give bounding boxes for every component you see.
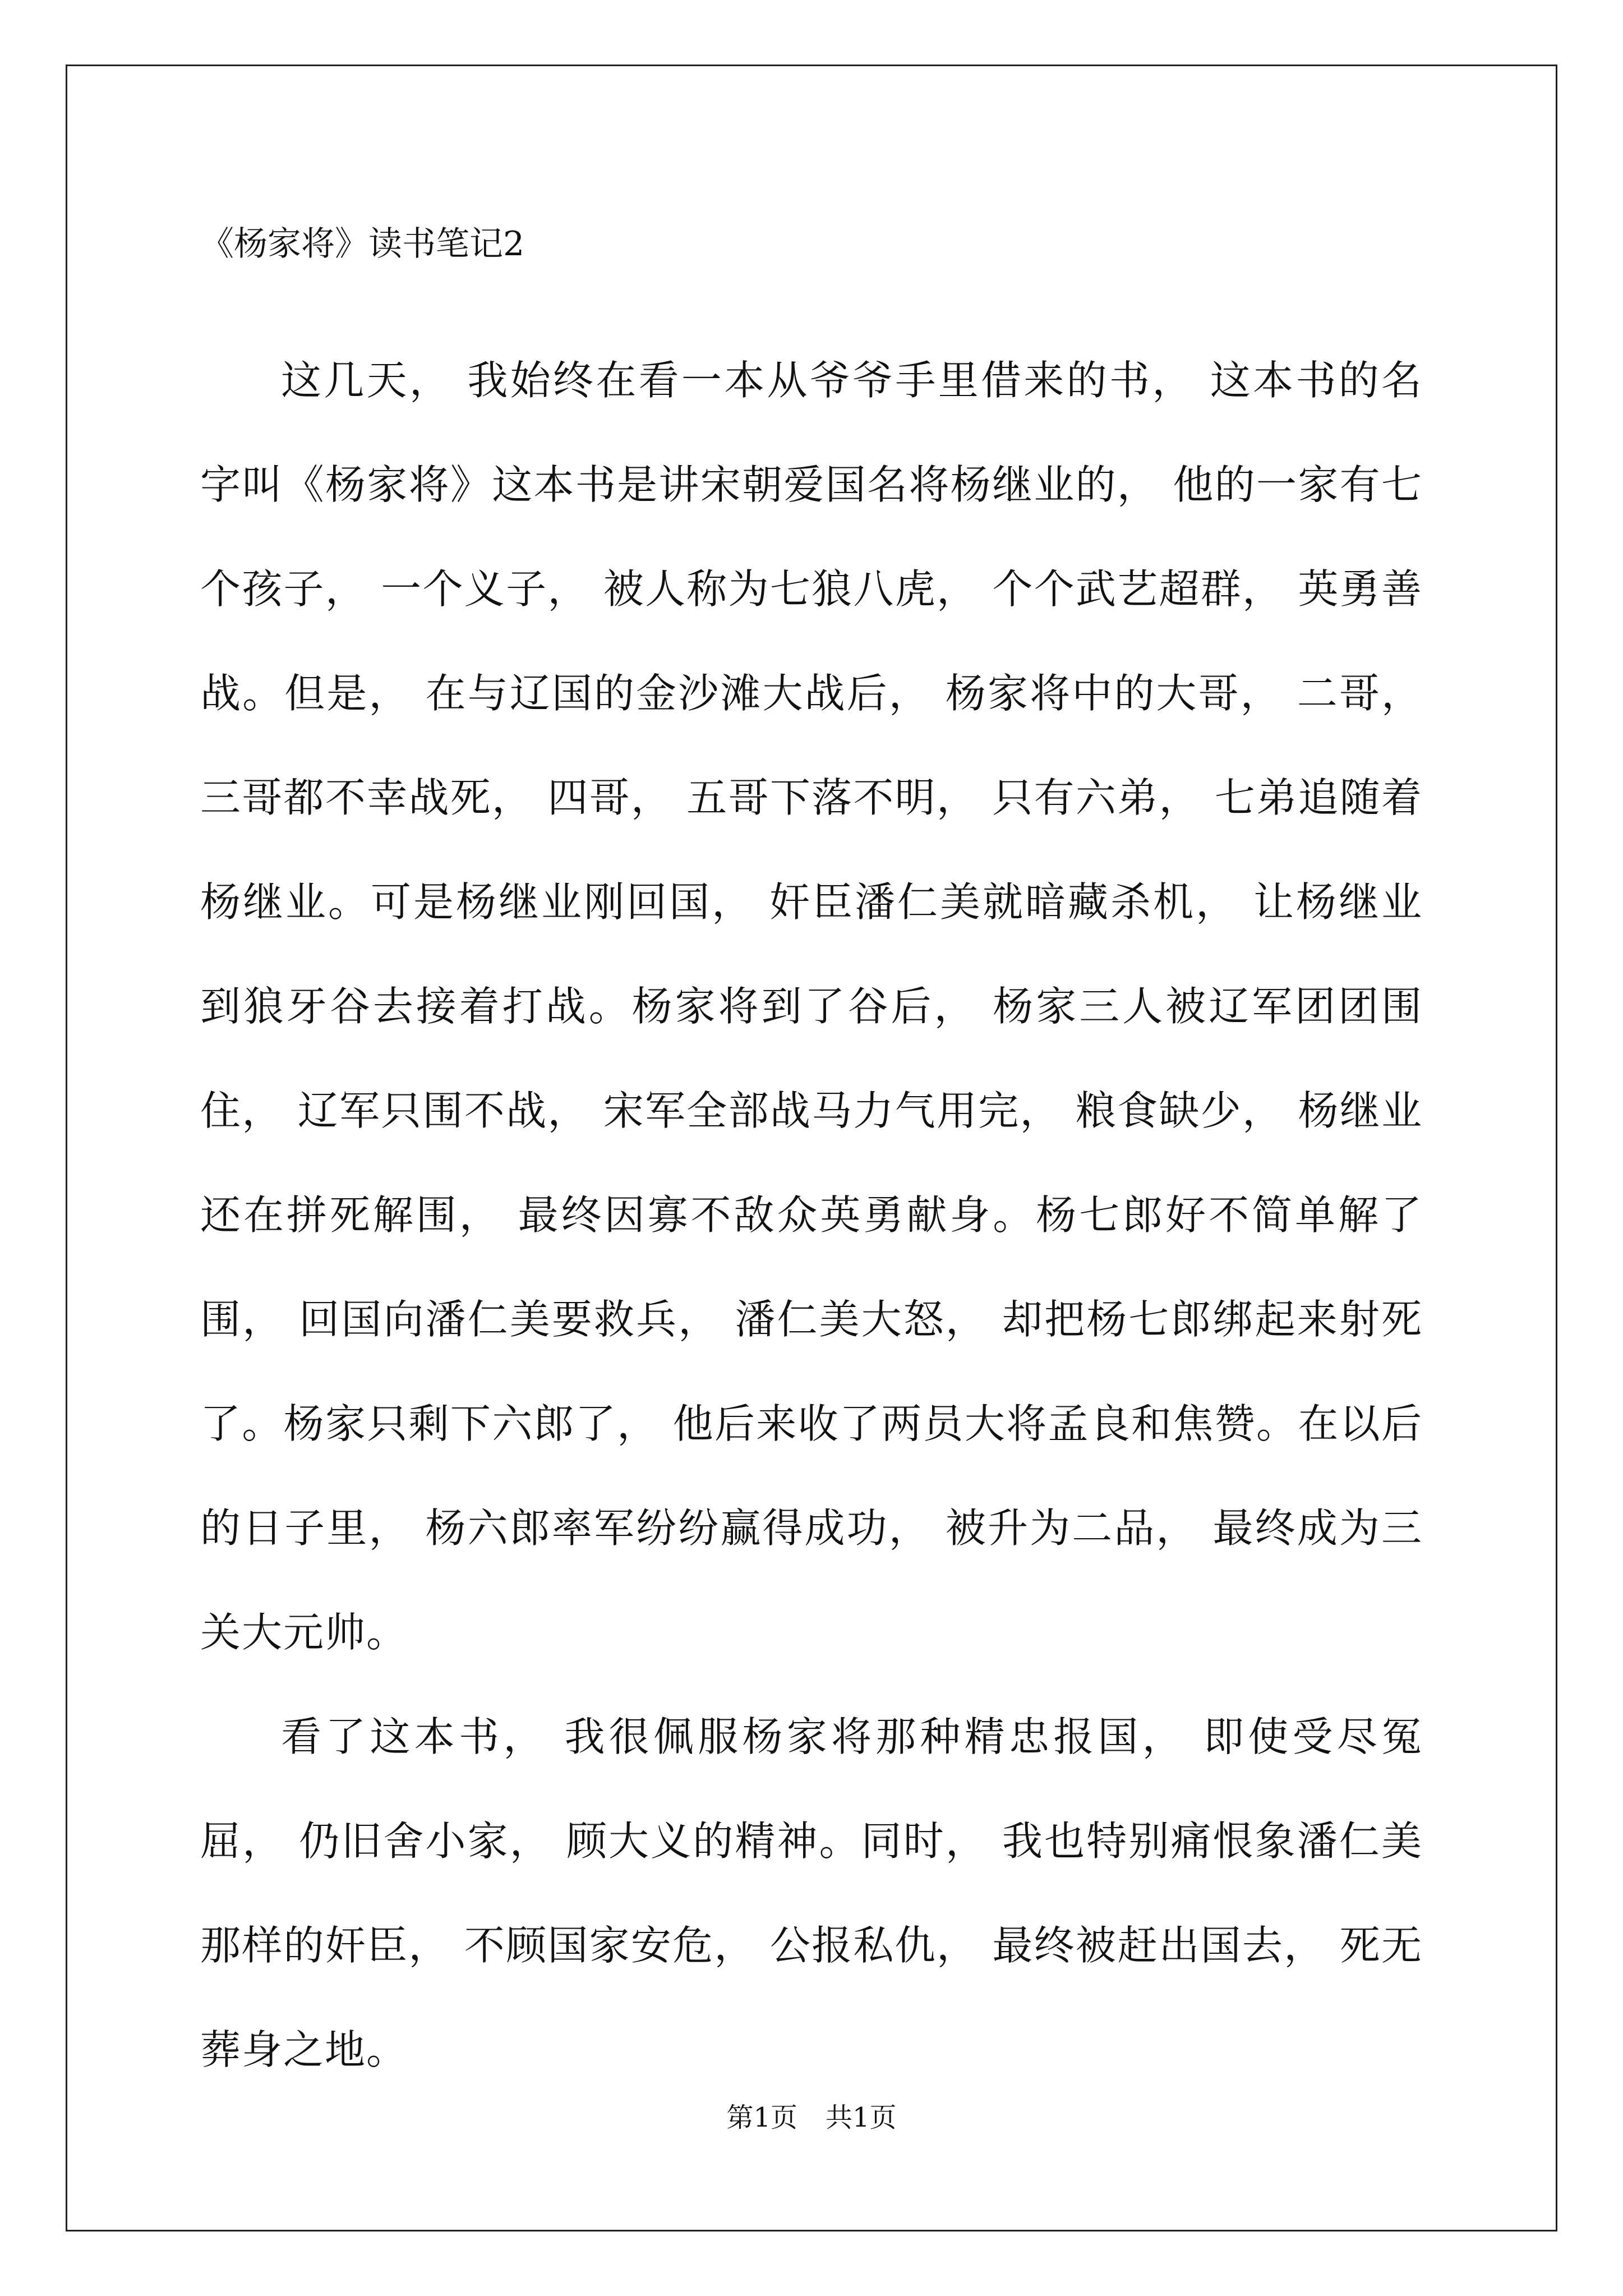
document-title: 《杨家将》读书笔记2 — [200, 224, 525, 264]
body-paragraph-1: 这几天， 我始终在看一本从爷爷手里借来的书， 这本书的名字叫《杨家将》这本书是讲宋朝爱国名将杨继业的， 他的一家有七个孩子， 一个义子， 被人称为七狼八虎， 个个武艺超群， 英勇善战。但是， 在与辽国的金沙滩大战后， 杨家将中的大哥， 二哥， 三哥都不幸战死， 四哥， 五哥下落不明， 只有六弟， 七弟追随着杨继业。可是杨继业刚回国， 奸臣潘仁美就暗藏杀机， 让杨继业到狼牙谷去接着打战。杨家将到了谷后， 杨家三人被辽军团团围住， 辽军只围不战， 宋军全部战马力气用完， 粮食缺少， 杨继业还在拼死解围， 最终因寡不敌众英勇献身。杨七郎好不简单解了围， 回国向潘仁美要救兵， 潘仁美大怒， 却把杨七郎绑起来射死了。杨家只剩下六郎了， 他后来收了两员大将孟良和焦赞。在以后的日子里， 杨六郎率军纷纷赢得成功， 被升为二品， 最终成为三关大元帅。 — [200, 357, 1423, 1656]
body-paragraph-2: 看了这本书， 我很佩服杨家将那种精忠报国， 即使受尽冤屈， 仍旧舍小家， 顾大义的精神。同时， 我也特别痛恨象潘仁美那样的奸臣， 不顾国家安危， 公报私仇， 最终被赶出国去， 死无葬身之地。 — [200, 1713, 1423, 2073]
page-footer — [0, 2101, 1623, 2134]
document-body — [200, 222, 1423, 2102]
page-number-current: 第1页 — [726, 2102, 797, 2133]
page-number-total: 共1页 — [826, 2102, 897, 2133]
